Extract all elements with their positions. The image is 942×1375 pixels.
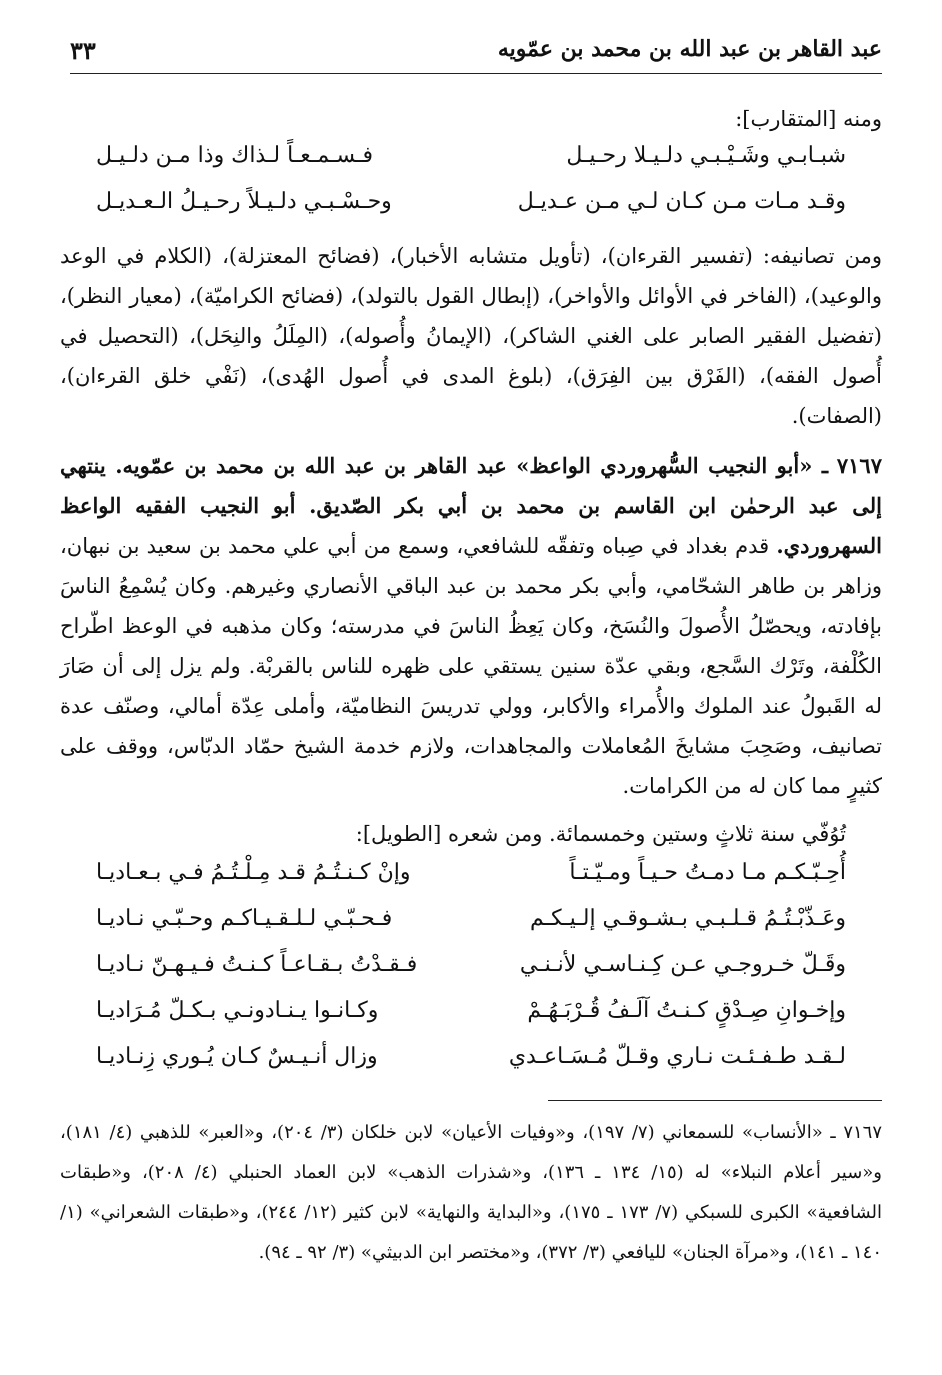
page-number: ٣٣ [70, 36, 96, 65]
poem2-verse-2-second-hemistich: فـحـبّـي لـلـقـيـاكـم وحـبّـي نـاديـا [96, 906, 393, 931]
poem1-verse-2-first-hemistich: وقـد مـات مـن كـان لـي مـن عـديـل [517, 189, 846, 214]
entry-number: ٧١٦٧ [836, 453, 882, 478]
footnote-text: ٧١٦٧ ـ «الأنساب» للسمعاني (٧/ ١٩٧)، و«وفيات الأعيان» لابن خلكان (٣/ ٢٠٤)، و«العبر» للذهبي (٤/ ١٨١)، و«سير أعلام النبلاء» له (١٥/ ١٣٤ ـ ١٣٦)، و«شذرات الذهب» لابن العماد الحنبلي (٤/ ٢٠٨)، و«طبقات الشافعية» الكبرى للسبكي (٧/ ١٧٣ ـ ١٧٥)، و«البداية والنهاية» لابن كثير (١٢/ ٢٤٤)، و«طبقات الشعراني» (١/ ١٤٠ ـ ١٤١)، و«مرآة الجنان» لليافعي (٣/ ٣٧٢)، و«مختصر ابن الدبيثي» (٣/ ٩٢ ـ ٩٤). [60, 1122, 882, 1263]
entry-body: قدم بغداد في صِباه وتفقّه للشافعي، وسمع من أبي علي محمد بن سعيد بن نبهان، وزاهر بن طاهر الشحّامي، وأبي بكر محمد بن عبد الباقي الأنصاري وغيرهم. وكان يُسْمِعُ الناسَ بإفادته، ويحصّلُ الأُصولَ والنُسَخ، وكان يَعِظُ الناسَ في مدرسته؛ وكان مذهبه في الوعظ اطّراح الكُلْفة، وتَرْك السَّجع، وبقي عدّة سنين يستقي على ظهره للناس بالقربْة. ولم يزل إلى أن صَارَ له القَبولُ عند الملوك والأُمراء والأكابر، وولي تدريسَ النظاميّة، وأملى عِدّة أمالي، وصنّف عدة تصانيف، وصَحِبَ مشايخَ المُعاملات والمجاهدات، ولازم خدمة الشيخ حمّاد الدبّاس، ووقف على كثيرٍ مما كان له من الكرامات. [60, 534, 882, 798]
poem2-verse-3-first-hemistich: وقَـلّ خـروجـي عـن كِـنـاسـي لأنـنـي [519, 952, 846, 977]
poem1-verse-2 [96, 189, 846, 233]
entry-heading: ـ «أبو النجيب السُّهروردي الواعظ» عبد القاهر بن عبد الله بن محمد بن عمّويه. ينتهي إلى عبد الرحمٰن ابن القاسم بن محمد بن أبي بكر الصّديق. أبو النجيب الفقيه الواعظ السهروردي. [60, 453, 882, 558]
poem2-verse-5 [96, 1044, 846, 1088]
works-paragraph: ومن تصانيفه: (تفسير القرءان)، (تأويل متشابه الأخبار)، (فضائح المعتزلة)، (الكلام في الوعد والوعيد)، (الفاخر في الأوائل والأواخر)، (إبطال القول بالتولد)، (فضائح الكراميّة)، (معيار النظر)، (تفضيل الفقير الصابر على الغني الشاكر)، (الإيمانُ وأُصوله)، (المِلَلُ والنِحَل)، (التحصيل في أُصول الفقه)، (الفَرْق بين الفِرَق)، (بلوغ المدى في أُصول الهُدى)، (نَفْي خلق القرءان)، (الصفات). [60, 244, 882, 428]
death-note: تُوُفّي سنة ثلاثٍ وستين وخمسمائة. ومن شعره [الطويل]: [355, 822, 846, 846]
poem2-verse-5-first-hemistich: لـقـد طـفـئـت نـاري وقـلّ مُـسَـاعـدي [508, 1044, 846, 1069]
meter-intro: ومنه [المتقارب]: [735, 107, 882, 131]
poem2-verse-3-second-hemistich: فـقـدْتُ بـقـاعـاً كـنـتُ فـيـهـنّ نـاديـا [96, 952, 418, 977]
poem2-verse-4 [96, 998, 846, 1042]
poem2-verse-1-second-hemistich: وإنْ كـنـتُـمُ قـد مِـلْـتُـمُ فـي بـعـاديـا [96, 860, 411, 885]
poem2-verse-2-first-hemistich: وعَـذّبْـتُـمُ قـلـبـي بـشـوقـي إلـيـكـم [529, 906, 846, 931]
poem1-verse-1-second-hemistich: فـسـمـعـاً لـذاك وذا مـن دلـيـل [96, 143, 374, 168]
footnote-divider [548, 1100, 882, 1101]
running-header [70, 34, 882, 74]
poem2-verse-4-first-hemistich: وإخـوانِ صِـدْقٍ كـنـتُ آلَـفُ قُـرْبَـهُـمْ [527, 998, 846, 1023]
poem2-verse-2 [96, 906, 846, 950]
poem2-verse-4-second-hemistich: وكـانـوا يـنـادونـي بـكـلّ مُـرَاديـا [96, 998, 379, 1023]
poem2-verse-1 [96, 860, 846, 904]
poem1-verse-2-second-hemistich: وحـسْـبـي دلـيـلاً رحـيـلُ الـعـديـل [96, 189, 392, 214]
poem2-verse-5-second-hemistich: وزال أنـيـسٌ كـان يُـوري زِنـاديـا [96, 1044, 378, 1069]
poem1-verse-1 [96, 143, 846, 187]
poem2-verse-1-first-hemistich: أُحِـبّـكـم مـا دمـتُ حـيـاً ومـيّـتـاً [569, 860, 846, 885]
entry-paragraph [60, 446, 882, 806]
header-title: عبد القاهر بن عبد الله بن محمد بن عمّويه [497, 36, 882, 62]
poem2-verse-3 [96, 952, 846, 996]
poem1-verse-1-first-hemistich: شبـابـي وشَـيْـبـي دلـيـلا رحـيـل [566, 143, 846, 168]
